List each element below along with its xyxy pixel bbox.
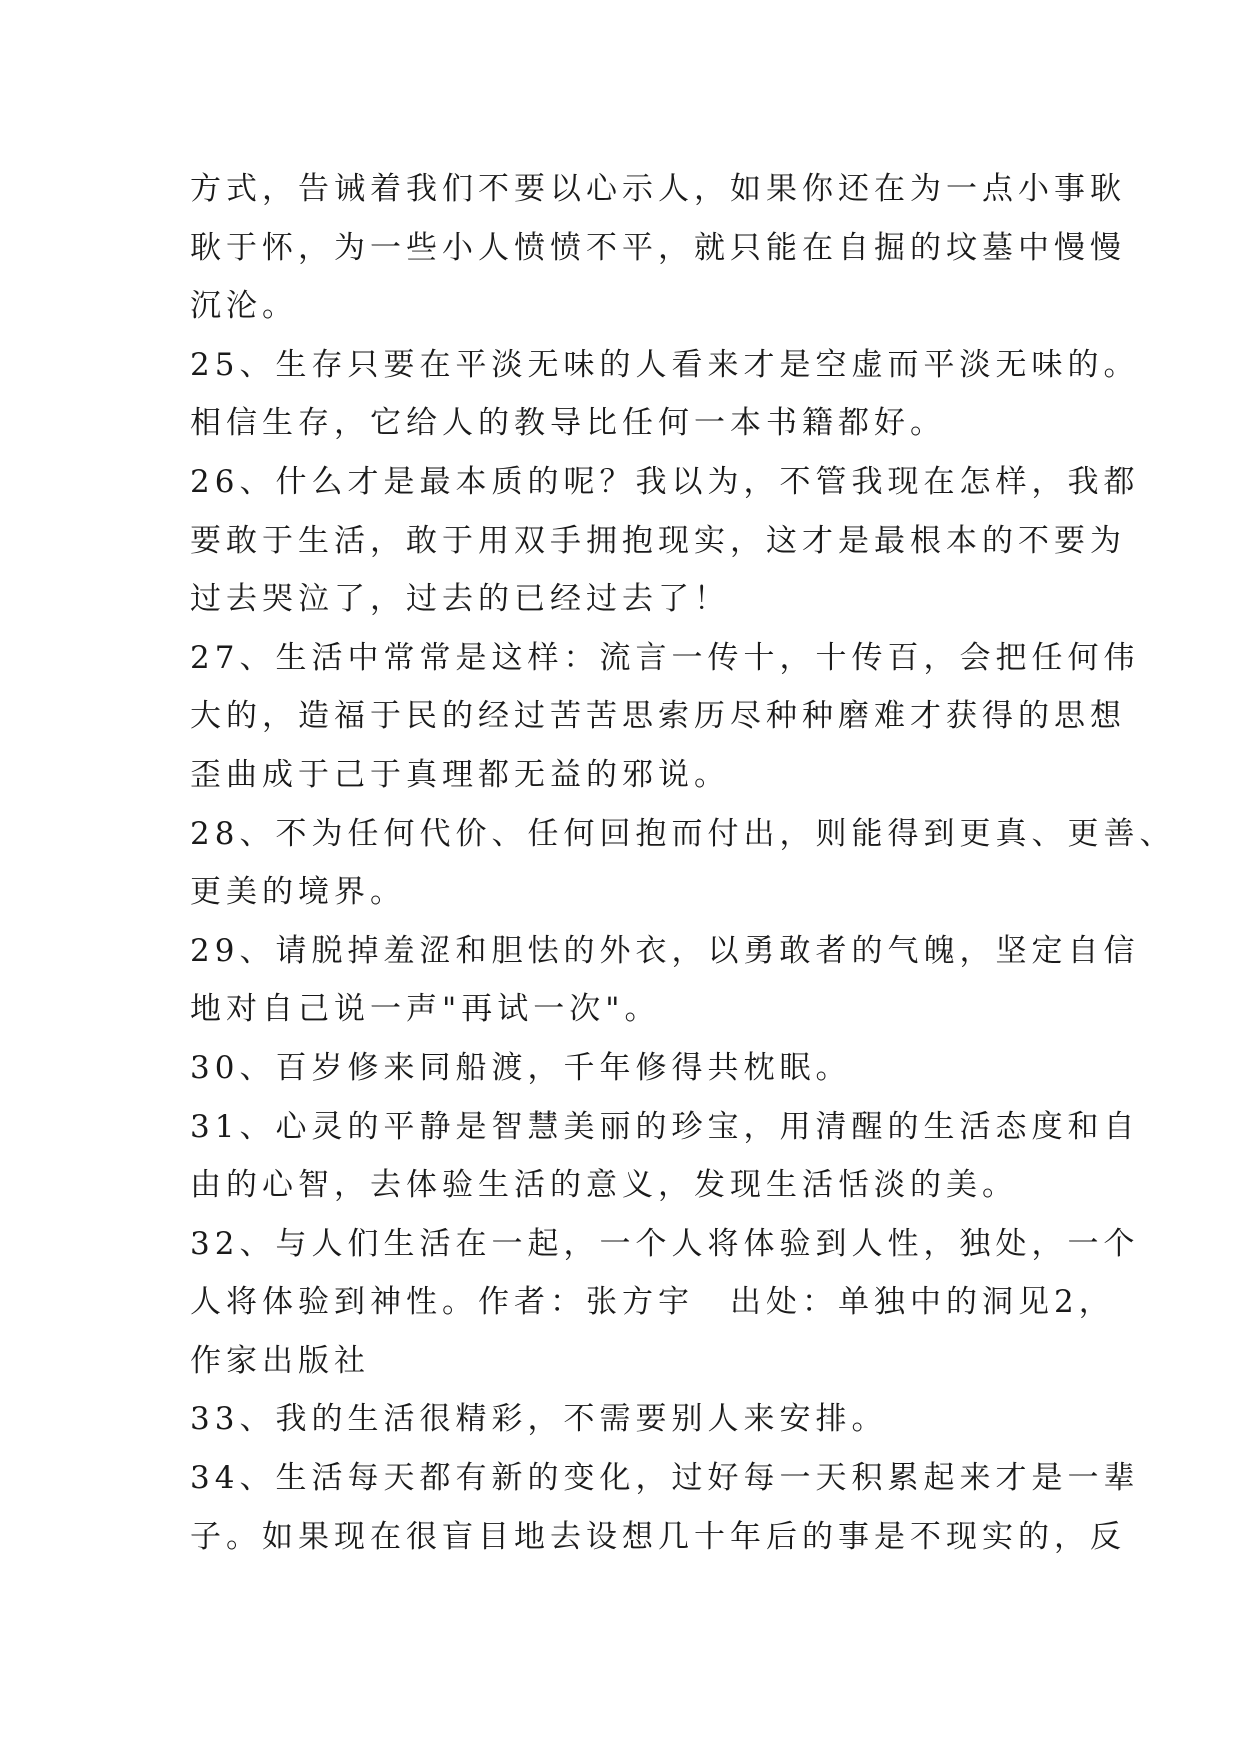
text-line: 25、生存只要在平淡无味的人看来才是空虚而平淡无味的。 bbox=[190, 346, 1140, 383]
text-line: 30、百岁修来同船渡，千年修得共枕眠。 bbox=[190, 1049, 852, 1086]
text-line: 方式，告诫着我们不要以心示人，如果你还在为一点小事耿 bbox=[190, 171, 1126, 207]
text-line: 32、与人们生活在一起，一个人将体验到人性，独处，一个 bbox=[190, 1225, 1140, 1262]
text-line: 由的心智，去体验生活的意义，发现生活恬淡的美。 bbox=[190, 1167, 1018, 1204]
text-line: 耿于怀，为一些小人愤愤不平，就只能在自掘的坟墓中慢慢 bbox=[190, 229, 1126, 266]
text-line: 作家出版社 bbox=[190, 1342, 370, 1379]
text-line: 要敢于生活，敢于用双手拥抱现实，这才是最根本的不要为 bbox=[190, 522, 1126, 559]
text-line: 27、生活中常常是这样：流言一传十，十传百，会把任何伟 bbox=[190, 639, 1140, 676]
text-line: 地对自己说一声"再试一次"。 bbox=[190, 991, 661, 1028]
text-line: 31、心灵的平静是智慧美丽的珍宝，用清醒的生活态度和自 bbox=[190, 1108, 1140, 1145]
body-text bbox=[190, 160, 1176, 1566]
text-line: 相信生存，它给人的教导比任何一本书籍都好。 bbox=[190, 405, 946, 442]
text-line: 人将体验到神性。作者：张方宇 出处：单独中的洞见2， bbox=[190, 1284, 1115, 1321]
text-line: 29、请脱掉羞涩和胆怯的外衣，以勇敢者的气魄，坚定自信 bbox=[190, 932, 1140, 969]
text-line: 33、我的生活很精彩，不需要别人来安排。 bbox=[190, 1401, 888, 1438]
text-line: 34、生活每天都有新的变化，过好每一天积累起来才是一辈 bbox=[190, 1460, 1140, 1497]
text-line: 26、什么才是最本质的呢？我以为，不管我现在怎样，我都 bbox=[190, 463, 1140, 500]
text-line: 28、不为任何代价、任何回抱而付出，则能得到更真、更善、 bbox=[190, 815, 1176, 852]
text-line: 沉沦。 bbox=[190, 288, 298, 325]
text-line: 歪曲成于己于真理都无益的邪说。 bbox=[190, 756, 730, 793]
text-line: 大的，造福于民的经过苦苦思索历尽种种磨难才获得的思想 bbox=[190, 698, 1126, 735]
text-line: 子。如果现在很盲目地去设想几十年后的事是不现实的，反 bbox=[190, 1518, 1126, 1555]
text-line: 更美的境界。 bbox=[190, 874, 406, 911]
text-line: 过去哭泣了，过去的已经过去了！ bbox=[190, 581, 730, 618]
